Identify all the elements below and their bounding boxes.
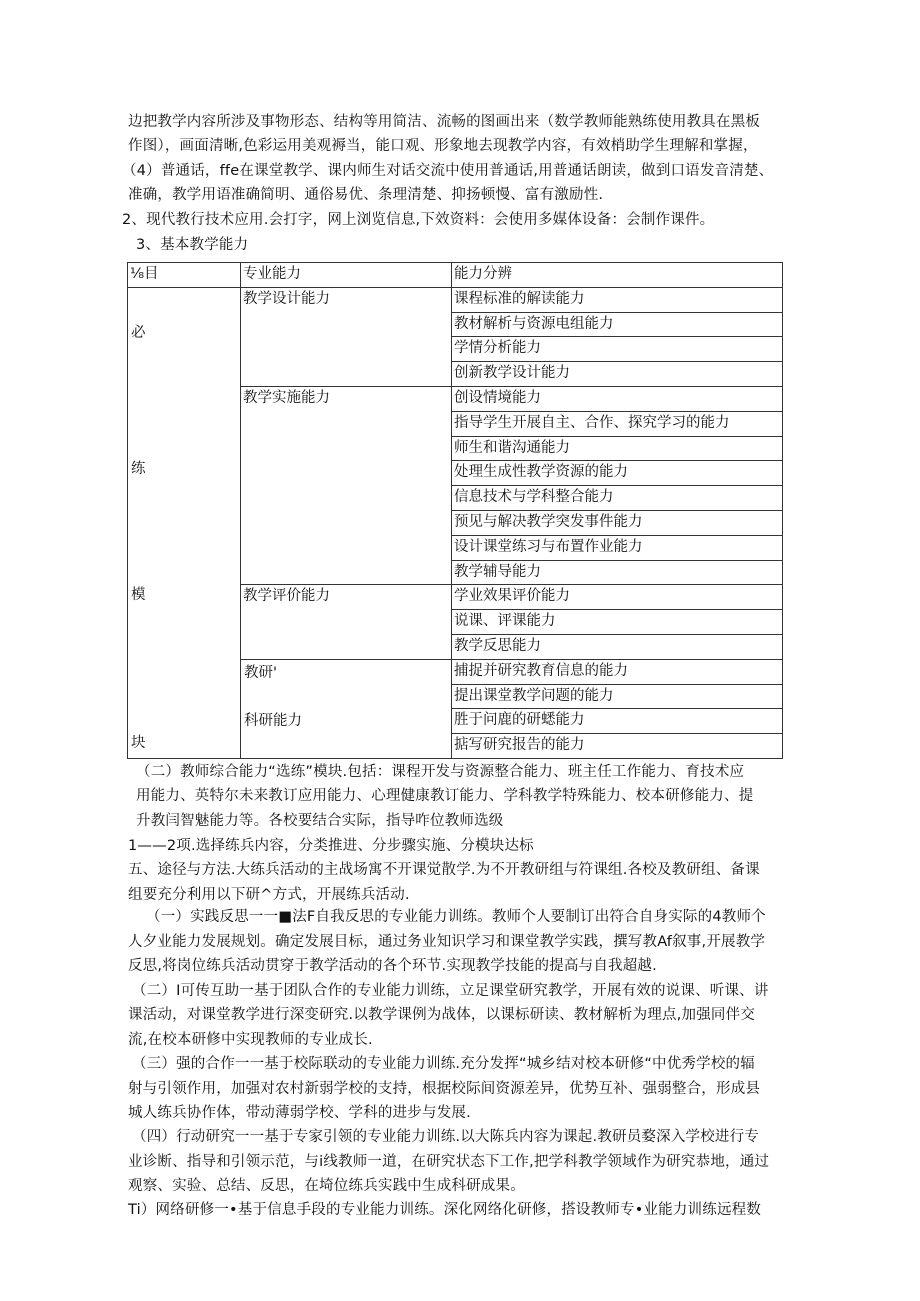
body-text-line: 流,在校本研修中实现教师的专业成长.	[128, 1032, 373, 1048]
group-label-line: 教研'	[244, 664, 277, 681]
ability-item: 创设情境能力	[452, 386, 783, 411]
ability-item: 捕捉并研究教育信息的能力	[452, 659, 783, 684]
ability-item: 信息技术与学科整合能力	[452, 486, 783, 511]
body-text-line: 边把教学内容所涉及事物形态、结构等用简洁、流畅的图画出来（数学教师能熟练使用教具在黑板	[128, 114, 761, 130]
body-text-line: 反思,将岗位练兵活动贯穿于教学活动的各个环节.实现教学技能的提高与自我超越.	[128, 958, 657, 974]
body-text-line: Ti）网络研修一•基于信息手段的专业能力训练。深化网络化研修，搭设教师专•业能力训练远程数	[128, 1202, 762, 1218]
ability-item: 学情分析能力	[452, 337, 783, 362]
ability-item: 设计课堂练习与布置作业能力	[452, 535, 783, 560]
body-text-line: 人夕业能力发展规划。确定发展目标，通过务业知识学习和课堂教学实践，撰写教Af叙事,开展教学	[128, 934, 766, 950]
ability-item: 胜于问鹿的研蟋能力	[452, 709, 783, 734]
ability-item: 教材解析与资源电组能力	[452, 312, 783, 337]
ability-item: 掂写研究报告的能力	[452, 734, 783, 759]
module-char: 必	[131, 324, 146, 341]
group-label-line: 科研能力	[244, 712, 302, 729]
body-text-line: 业诊断、指导和引领示范，与i线教师一道，在研究状态下工作,把学科教学领域作为研究恭地，通过	[128, 1154, 770, 1170]
group-cell: 教学实施能力	[241, 386, 452, 584]
body-text-line: （4）普通话，ffe在课堂教学、课内师生对话交流中使用普通话,用普通话朗读，做到口语发音清楚、	[122, 163, 774, 179]
body-text-line: （二）I可传互助一基于团队合作的专业能力训练，立足课堂研究教学，开展有效的说课、听课、讲	[132, 983, 769, 999]
body-text-line: 准确，教学用语准确简明、通俗易优、条理清楚、抑扬顿慢、富有激励性.	[128, 187, 604, 203]
module-cell	[128, 287, 241, 758]
ability-item: 课程标准的解读能力	[452, 287, 783, 312]
ability-item: 教学反思能力	[452, 634, 783, 659]
body-text-line: 组要充分利用以下研^方式，开展练兵活动.	[128, 887, 410, 903]
table-header-row	[128, 263, 783, 288]
section-heading: 3、基本教学能力	[136, 237, 249, 253]
body-text-line: 观察、实验、总结、反思，在埼位练兵实践中生成科研成果。	[128, 1178, 525, 1194]
ability-item: 教学辅导能力	[452, 560, 783, 585]
ability-table	[127, 262, 783, 759]
ability-item: 师生和谐沟通能力	[452, 436, 783, 461]
ability-item: 学业效果评价能力	[452, 585, 783, 610]
body-text-line: 1——2项.选择练兵内容，分类推进、分步骤实施、分模块达标	[128, 838, 534, 854]
ability-item: 说课、评课能力	[452, 610, 783, 635]
body-text-line: 2、现代教行技术应用.会打字，网上浏览信息,下效资料：会使用多媒体设备：会制作课件。	[122, 212, 715, 228]
body-text-line: 课活动，对课堂教学进行深变研究.以教学课例为战体，以课标研读、教材解析为理点,加强同伴交	[128, 1007, 756, 1023]
body-text-line: 城人练兵协作体，带动薄弱学校、学科的进步与发展.	[128, 1105, 471, 1121]
body-text-line: 作图），画面清晰,色彩运用美观褥当，能口观、形象地去现教学内容，有效梢助学生理解和掌握，	[128, 138, 758, 154]
group-cell: 教学设计能力	[241, 287, 452, 386]
body-text-line: 射与引领作用，加强对农村新弱学校的支持，根据校际间资源差异，优势互补、强弱整合，形成县	[128, 1081, 761, 1097]
ability-item: 提出课堂教学问题的能力	[452, 684, 783, 709]
header-cell-item: ⅛目	[128, 263, 241, 288]
group-cell	[241, 659, 452, 758]
header-cell-breakdown: 能力分辨	[452, 263, 783, 288]
module-char: 练	[131, 460, 146, 477]
ability-item: 指导学生开展自主、合作、探究学习的能力	[452, 411, 783, 436]
body-text-line: （一）实践反思一一■法F自我反思的专业能力训练。教师个人要制订出符合自身实际的4教师个	[146, 909, 766, 925]
ability-item: 处理生成性教学资源的能力	[452, 461, 783, 486]
module-char: 模	[131, 586, 146, 603]
body-text-line: 用能力、英特尔未来教订应用能力、心理健康教订能力、学科教学特殊能力、校本研修能力、提	[136, 788, 754, 804]
body-text-line: （二）教师综合能力“选练”模块.包括：课程开发与资源整合能力、班主任工作能力、育技术应	[136, 764, 745, 780]
group-cell: 教学评价能力	[241, 585, 452, 659]
header-cell-ability: 专业能力	[241, 263, 452, 288]
ability-item: 创新教学设计能力	[452, 362, 783, 387]
body-text-line: （四）行动研究一一基于专家引领的专业能力训练.以大陈兵内容为课起.教研员婺深入学校进行专	[132, 1129, 760, 1145]
ability-item: 预见与解决教学突发事件能力	[452, 510, 783, 535]
body-text-line: 升教闫智魅能力等。各校要结合实际，指导咋位教师选级	[136, 813, 504, 829]
table-row	[128, 287, 783, 312]
body-text-line: 五、途径与方法.大练兵活动的主战场寓不开课觉散学.为不开教研组与符课组.各校及教研组、备课	[128, 862, 760, 878]
module-char: 块	[131, 734, 146, 751]
body-text-line: （三）强的合作一一基于校际联动的专业能力训练.充分发挥“城乡结对校本研修“中优秀学校的辐	[132, 1056, 755, 1072]
